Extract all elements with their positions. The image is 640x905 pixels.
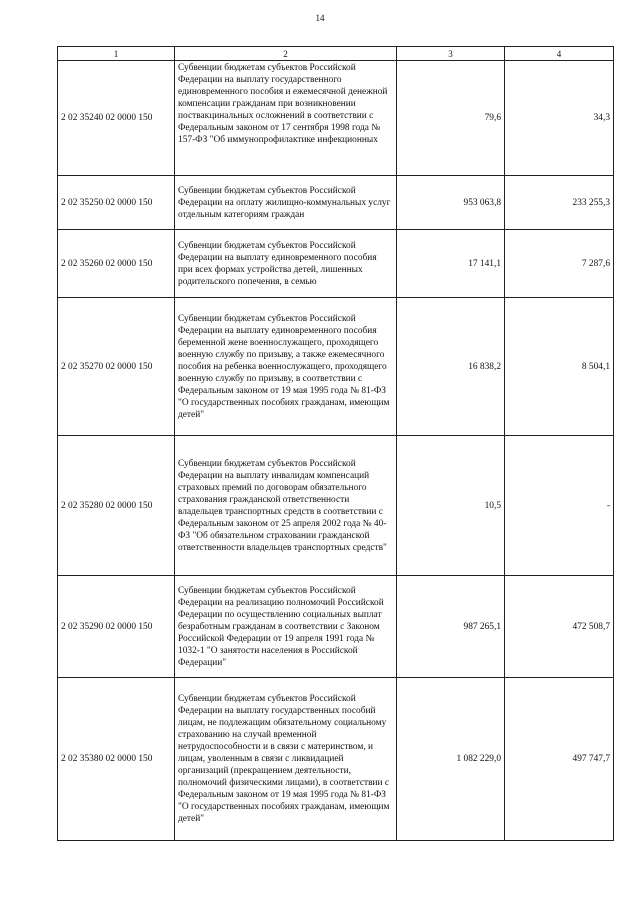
budget-code: 2 02 35280 02 0000 150 (58, 436, 175, 576)
value-column-4: - (505, 436, 614, 576)
row-description: Субвенции бюджетам субъектов Российской Федерации на оплату жилищно-коммунальных услуг отдельным категориям граждан (175, 176, 397, 230)
table-row (58, 436, 614, 576)
value-column-4: 34,3 (505, 61, 614, 176)
row-description: Субвенции бюджетам субъектов Российской Федерации на реализацию полномочий Российской Федерации по осуществлению социальных выплат безработным гражданам в соответствии с Законом Российской Федерации от 19 апреля 1991 года № 1032-1 "О занятости населения в Российской Федерации" (175, 576, 397, 678)
row-description: Субвенции бюджетам субъектов Российской Федерации на выплату единовременного пособия беременной жене военнослужащего, проходящего военную службу по призыву, а также ежемесячного пособия на ребенка военнослужащего, проходящего военную службу по призыву, в соответствии с Федеральным законом от 19 мая 1995 года № 81-ФЗ "О государственных пособиях гражданам, имеющим детей" (175, 298, 397, 436)
value-column-4: 8 504,1 (505, 298, 614, 436)
value-column-3: 953 063,8 (397, 176, 505, 230)
budget-code: 2 02 35380 02 0000 150 (58, 678, 175, 841)
budget-code: 2 02 35270 02 0000 150 (58, 298, 175, 436)
budget-code: 2 02 35240 02 0000 150 (58, 61, 175, 176)
row-description: Субвенции бюджетам субъектов Российской Федерации на выплату инвалидам компенсаций страховых премий по договорам обязательного страхования гражданской ответственности владельцев транспортных средств в соответствии с Федеральным законом от 25 апреля 2002 года № 40-ФЗ "Об обязательном страховании гражданской ответственности владельцев транспортных средств" (175, 436, 397, 576)
table-row (58, 61, 614, 176)
value-column-3: 79,6 (397, 61, 505, 176)
table-row (58, 678, 614, 841)
value-column-4: 497 747,7 (505, 678, 614, 841)
table-row (58, 230, 614, 298)
table-row (58, 176, 614, 230)
budget-code: 2 02 35250 02 0000 150 (58, 176, 175, 230)
value-column-4: 233 255,3 (505, 176, 614, 230)
value-column-3: 1 082 229,0 (397, 678, 505, 841)
value-column-4: 472 508,7 (505, 576, 614, 678)
page-number: 14 (315, 13, 325, 23)
column-header-4: 4 (505, 47, 614, 61)
budget-code: 2 02 35290 02 0000 150 (58, 576, 175, 678)
column-header-2: 2 (175, 47, 397, 61)
header-row (58, 47, 614, 61)
value-column-4: 7 287,6 (505, 230, 614, 298)
value-column-3: 987 265,1 (397, 576, 505, 678)
budget-table (57, 46, 614, 841)
column-header-3: 3 (397, 47, 505, 61)
row-description: Субвенции бюджетам субъектов Российской Федерации на выплату государственного единовременного пособия и ежемесячной денежной компенсации гражданам при возникновении поствакцинальных осложнений в соответствии с Федеральным законом от 17 сентября 1998 года № 157-ФЗ "Об иммунопрофилактике инфекционных (175, 61, 397, 176)
table-row (58, 298, 614, 436)
budget-code: 2 02 35260 02 0000 150 (58, 230, 175, 298)
value-column-3: 17 141,1 (397, 230, 505, 298)
row-description: Субвенции бюджетам субъектов Российской Федерации на выплату государственных пособий лицам, не подлежащим обязательному социальному страхованию на случай временной нетрудоспособности и в связи с материнством, и лицам, уволенным в связи с ликвидацией организаций (прекращением деятельности, полномочий физическими лицами), в соответствии с Федеральным законом от 19 мая 1995 года № 81-ФЗ "О государственных пособиях гражданам, имеющим детей" (175, 678, 397, 841)
column-header-1: 1 (58, 47, 175, 61)
value-column-3: 10,5 (397, 436, 505, 576)
table-row (58, 576, 614, 678)
row-description: Субвенции бюджетам субъектов Российской Федерации на выплату единовременного пособия при всех формах устройства детей, лишенных родительского попечения, в семью (175, 230, 397, 298)
value-column-3: 16 838,2 (397, 298, 505, 436)
